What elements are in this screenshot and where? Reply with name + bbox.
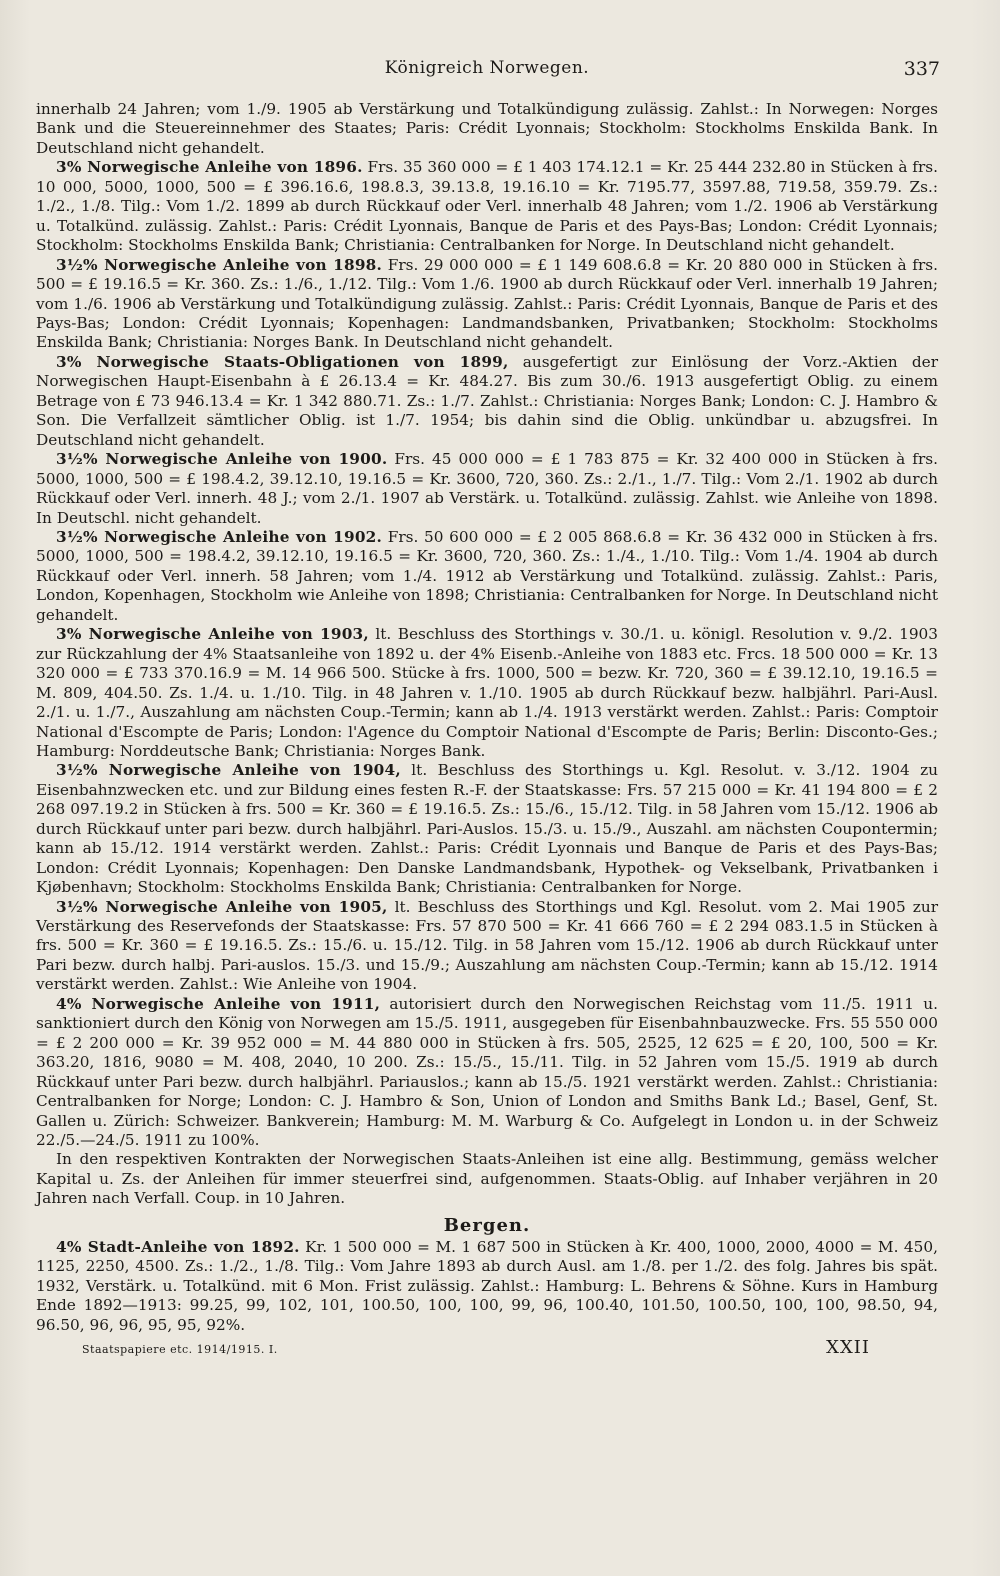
page-footer [36, 1337, 938, 1361]
paragraph-lead: 3½% Norwegische Anleihe von 1904, [56, 761, 401, 780]
paragraph-loan-1896 [36, 158, 938, 255]
paragraph-lead: 3% Norwegische Anleihe von 1896. [56, 158, 363, 177]
section-heading: Bergen. [443, 1214, 531, 1236]
paragraph-loan-1904 [36, 761, 938, 897]
paragraph-lead: 3½% Norwegische Anleihe von 1905, [56, 897, 388, 916]
paragraph-text: lt. Beschluss des Storthings und Kgl. Resolut. vom 2. Mai 1905 zur Verstärkung des Reservefonds der Staatskasse: Frs. 57 870 500 = Kr. 41 666 760 = £ 2 294 083.1.5 in Stücken à frs. 500 = Kr. 360 = £ 19.16.5. Zs.: 15./6. u. 15./12. Tilg. in 58 Jahren vom 15./12. 1906 ab durch Rückkauf unter Pari bezw. durch halbj. Pari-auslos. 15./3. und 15./9.; Auszahlung am nächsten Coup.-Termin; kann ab 15./12. 1914 verstärkt werden. Zahlst.: Wie Anleihe von 1904. [36, 897, 939, 994]
paragraph-loan-1903 [36, 625, 938, 761]
running-head [36, 58, 938, 88]
paragraph-text: innerhalb 24 Jahren; vom 1./9. 1905 ab Verstärkung und Totalkündigung zulässig. Zahlst.: In Norwegen: Norges Bank und die Steuereinnehmer des Staates; Paris: Crédit Lyonnais; Stockholm: Stockholms Enskilda Bank. In Deutschland nicht gehandelt. [36, 100, 938, 157]
paragraph-text: Frs. 45 000 000 = £ 1 783 875 = Kr. 32 400 000 in Stücken à frs. 5000, 1000, 500 = £ 198.4.2, 39.12.10, 19.16.5 = Kr. 3600, 720, 360. Zs.: 2./1., 1./7. Tilg.: Vom 2./1. 1902 ab durch Rückkauf oder Verl. innerh. 48 J.; vom 2./1. 1907 ab Verstärk. u. Totalkünd. zulässig. Zahlst. wie Anleihe von 1898. In Deutschl. nicht gehandelt. [36, 450, 938, 527]
paragraph-text: Frs. 35 360 000 = £ 1 403 174.12.1 = Kr. 25 444 232.80 in Stücken à frs. 10 000, 5000, 1000, 500 = £ 396.16.6, 198.8.3, 39.13.8, 19.16.10 = Kr. 7195.77, 3597.88, 719.58, 359.79. Zs.: 1./2., 1./8. Tilg.: Vom 1./2. 1899 ab durch Rückkauf oder Verl. innerhalb 48 Jahren; vom 1./2. 1906 ab Verstärkung u. Totalkünd. zulässig. Zahlst.: Paris: Crédit Lyonnais, Banque de Paris et des Pays-Bas; London: Crédit Lyonnais; Stockholm: Stockholms Enskilda Bank; Christiania: Centralbanken for Norge. In Deutschland nicht gehandelt. [36, 158, 938, 255]
paragraph-loan-1905 [36, 898, 938, 995]
paragraph-text: lt. Beschluss des Storthings v. 30./1. u. königl. Resolution v. 9./2. 1903 zur Rückzahlung der 4% Staatsanleihe von 1892 u. der 4% Eisenb.-Anleihe von 1883 etc. Frcs. 18 500 000 = Kr. 13 320 000 = £ 733 370.16.9 = M. 14 966 500. Stücke à frs. 1000, 500 = bezw. Kr. 720, 360 = £ 39.12.10, 19.16.5 = M. 809, 404.50. Zs. 1./4. u. 1./10. Tilg. in 48 Jahren v. 1./10. 1905 ab durch Rückkauf bezw. halbjährl. Pari-Ausl. 2./1. u. 1./7., Auszahlung am nächsten Coup.-Termin; kann ab 1./4. 1913 verstärkt werden. Zahlst.: Paris: Comptoir National d'Escompte de Paris; London: l'Agence du Comptoir National d'Escompte de Paris; Berlin: Disconto-Ges.; Hamburg: Norddeutsche Bank; Christiania: Norges Bank. [36, 625, 939, 760]
paragraph-text: Kr. 1 500 000 = M. 1 687 500 in Stücken à Kr. 400, 1000, 2000, 4000 = M. 450, 1125, 2250, 4500. Zs.: 1./2., 1./8. Tilg.: Vom Jahre 1893 ab durch Ausl. am 1./8. per 1./2. des folg. Jahres bis spät. 1932, Verstärk. u. Totalkünd. mit 6 Mon. Frist zulässig. Zahlst.: Hamburg: L. Behrens & Söhne. Kurs in Hamburg Ende 1892—1913: 99.25, 99, 102, 101, 100.50, 100, 100, 99, 96, 100.40, 101.50, 100.50, 100, 100, 98.50, 94, 96.50, 96, 96, 95, 95, 92%. [36, 1237, 938, 1334]
body-text [36, 100, 938, 1335]
paragraph-lead: 4% Stadt-Anleihe von 1892. [56, 1237, 300, 1256]
paragraph-text: Frs. 29 000 000 = £ 1 149 608.6.8 = Kr. 20 880 000 in Stücken à frs. 500 = £ 19.16.5 = Kr. 360. Zs.: 1./6., 1./12. Tilg.: Vom 1./6. 1900 ab durch Rückkauf oder Verl. innerhalb 19 Jahren; vom 1./6. 1906 ab Verstärkung und Totalkündigung zulässig. Zahlst.: Paris: Crédit Lyonnais, Banque de Paris et des Pays-Bas; London: Crédit Lyonnais; Kopenhagen: Landmandsbanken, Privatbanken; Stockholm: Stockholms Enskilda Bank; Christiania: Norges Bank. In Deutschland nicht gehandelt. [36, 255, 938, 352]
paragraph-lead: 3½% Norwegische Anleihe von 1900. [56, 450, 388, 469]
paragraph-lead: 3% Norwegische Anleihe von 1903, [56, 625, 369, 644]
footer-signature: Staatspapiere etc. 1914/1915. I. [82, 1343, 278, 1357]
paragraph-lead: 4% Norwegische Anleihe von 1911, [56, 994, 381, 1013]
paragraph-continuation [36, 100, 938, 158]
paragraph-loan-1911 [36, 995, 938, 1151]
paragraph-bergen-1892 [36, 1238, 938, 1335]
footer-sheet-number: XXII [826, 1337, 870, 1359]
paragraph-obligations-1899 [36, 353, 938, 450]
paragraph-text: ausgefertigt zur Einlösung der Vorz.-Aktien der Norwegischen Haupt-Eisenbahn à £ 26.13.4 = Kr. 484.27. Bis zum 30./6. 1913 ausgefertigt Oblig. zu einem Betrage von £ 73 946.13.4 = Kr. 1 342 880.71. Zs.: 1./7. Zahlst.: Christiania: Norges Bank; London: C. J. Hambro & Son. Die Verfallzeit sämtlicher Oblig. ist 1./7. 1954; bis dahin sind die Oblig. unkündbar u. abzugsfrei. In Deutschland nicht gehandelt. [36, 352, 939, 449]
paragraph-loan-1900 [36, 450, 938, 528]
page-number: 337 [903, 58, 940, 80]
paragraph-lead: 3½% Norwegische Anleihe von 1898. [56, 255, 383, 274]
paragraph-tax-note [36, 1150, 938, 1208]
paragraph-text: lt. Beschluss des Storthings u. Kgl. Resolut. v. 3./12. 1904 zu Eisenbahnzwecken etc. und zur Bildung eines festen R.-F. der Staatskasse: Frs. 57 215 000 = Kr. 41 194 800 = £ 2 268 097.19.2 in Stücken à frs. 500 = Kr. 360 = £ 19.16.5. Zs.: 15./6., 15./12. Tilg. in 58 Jahren vom 15./12. 1906 ab durch Rückkauf unter pari bezw. durch halbjährl. Pari-Auslos. 15./3. u. 15./9., Auszahl. am nächsten Coupontermin; kann ab 15./12. 1914 verstärkt werden. Zahlst.: Paris: Crédit Lyonnais und Banque de Paris et des Pays-Bas; London: Crédit Lyonnais; Kopenhagen: Den Danske Landmandsbank, Hypothek- og Vekselbank, Privatbanken i Kjøbenhavn; Stockholm: Stockholms Enskilda Bank; Christiania: Centralbanken for Norge. [36, 761, 938, 897]
paragraph-text: Frs. 50 600 000 = £ 2 005 868.6.8 = Kr. 36 432 000 in Stücken à frs. 5000, 1000, 500 = 198.4.2, 39.12.10, 19.16.5 = Kr. 3600, 720, 360. Zs.: 1./4., 1./10. Tilg.: Vom 1./4. 1904 ab durch Rückkauf oder Verl. innerh. 58 Jahren; vom 1./4. 1912 ab Verstärkung und Totalkünd. zulässig. Zahlst.: Paris, London, Kopenhagen, Stockholm wie Anleihe von 1898; Christiania: Centralbanken for Norge. In Deutschland nicht gehandelt. [36, 527, 938, 624]
paragraph-text: In den respektiven Kontrakten der Norwegischen Staats-Anleihen ist eine allg. Bestimmung, gemäss welcher Kapital u. Zs. der Anleihen für immer steuerfrei sind, aufgenommen. Staats-Oblig. auf Inhaber verjähren in 20 Jahren nach Verfall. Coup. in 10 Jahren. [36, 1150, 938, 1208]
paragraph-lead: 3½% Norwegische Anleihe von 1902. [56, 527, 383, 546]
paragraph-lead: 3% Norwegische Staats-Obligationen von 1899, [56, 352, 509, 371]
paragraph-loan-1898 [36, 256, 938, 353]
paragraph-loan-1902 [36, 528, 938, 625]
page-title: Königreich Norwegen. [384, 58, 590, 78]
paragraph-text: autorisiert durch den Norwegischen Reichstag vom 11./5. 1911 u. sanktioniert durch den König von Norwegen am 15./5. 1911, ausgegeben für Eisenbahnbauzwecke. Frs. 55 550 000 = £ 2 200 000 = Kr. 39 952 000 = M. 44 880 000 in Stücken à frs. 505, 2525, 12 625 = £ 20, 100, 500 = Kr. 363.20, 1816, 9080 = M. 408, 2040, 10 200. Zs.: 15./5., 15./11. Tilg. in 52 Jahren vom 15./5. 1919 ab durch Rückkauf unter Pari bezw. durch halbjährl. Pariauslos.; kann ab 15./5. 1921 verstärkt werden. Zahlst.: Christiania: Centralbanken for Norge; London: C. J. Hambro & Son, Union of London and Smiths Bank Ld.; Basel, Genf, St. Gallen u. Zürich: Schweizer. Bankverein; Hamburg: M. M. Warburg & Co. Aufgelegt in London u. in der Schweiz 22./5.—24./5. 1911 zu 100%. [36, 994, 938, 1150]
